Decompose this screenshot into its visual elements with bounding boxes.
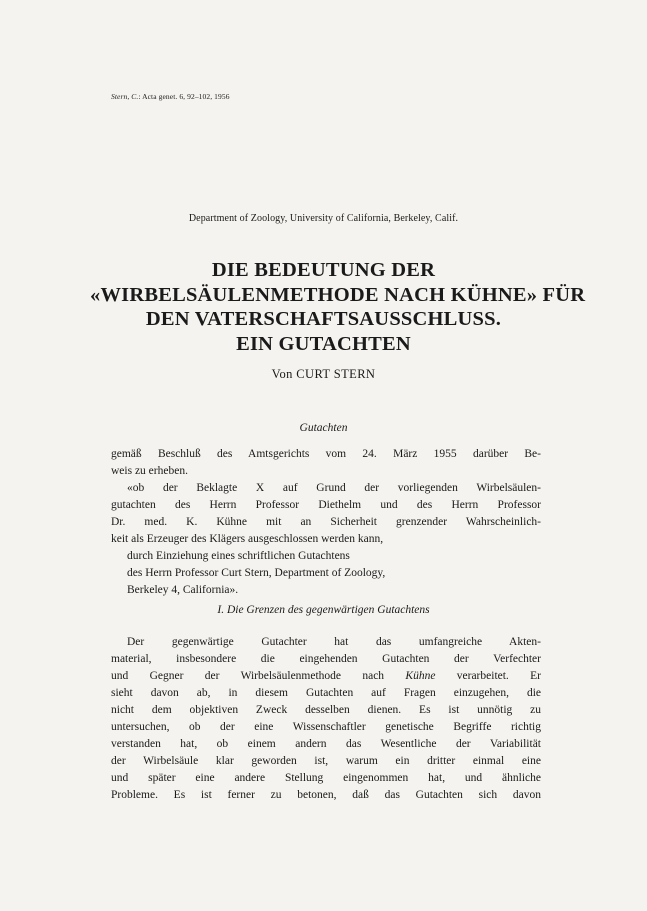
citation (111, 92, 230, 101)
paragraph (111, 634, 541, 804)
text-span: verarbeitet. Er (435, 670, 541, 682)
article-title (90, 258, 586, 356)
emphasis-name: Kühne (405, 670, 436, 682)
affiliation: Department of Zoology, University of California, Berkeley, Calif. (188, 213, 459, 224)
text-line: material, insbesondere die eingehenden Gutachten der Verfechter (111, 653, 541, 665)
section-heading: Gutachten (299, 422, 348, 434)
text-line: gemäß Beschluß des Amtsgerichts vom 24. März 1955 darüber Be- (111, 448, 541, 460)
intro-block (111, 446, 541, 599)
title-line: «WIRBELSÄULENMETHODE NACH KÜHNE» FÜR (90, 283, 586, 306)
text-line: Probleme. Es ist ferner zu betonen, daß das Gutachten sich davon (111, 789, 541, 801)
quote-line: durch Einziehung eines schriftlichen Gutachtens (127, 550, 350, 562)
citation-author: Stern, C. (111, 92, 139, 101)
title-line: EIN GUTACHTEN (236, 332, 411, 355)
text-line: untersuchen, ob der eine Wissenschaftler genetische Begriffe richtig (111, 721, 541, 733)
text-line: verstanden hat, ob einem andern das Wesentliche der Variabilität (111, 738, 541, 750)
quote-line: des Herrn Professor Curt Stern, Department of Zoology, (127, 567, 386, 579)
text-line: nicht dem objektiven Zweck desselben dienen. Es ist unnötig zu (111, 704, 541, 716)
quote-line: keit als Erzeuger des Klägers ausgeschlossen werden kann, (111, 533, 384, 545)
quote-line: Dr. med. K. Kühne mit an Sicherheit grenzender Wahrscheinlich- (111, 516, 541, 528)
citation-source: : Acta genet. 6, 92–102, 1956 (138, 92, 230, 101)
text-line: und später eine andere Stellung eingenommen hat, und ähnliche (111, 772, 541, 784)
text-line: der Wirbelsäule klar geworden ist, warum ein dritter einmal eine (111, 755, 541, 767)
quote-line: Berkeley 4, California». (127, 584, 239, 596)
text-line: Der gegenwärtige Gutachter hat das umfangreiche Akten- (127, 636, 541, 648)
text-line: weis zu erheben. (111, 465, 188, 477)
quote-line: gutachten des Herrn Professor Diethelm und des Herrn Professor (111, 499, 541, 511)
title-line: DEN VATERSCHAFTSAUSSCHLUSS. (145, 308, 502, 330)
byline: Von CURT STERN (271, 367, 376, 381)
subsection-heading: I. Die Grenzen des gegenwärtigen Gutachtens (217, 604, 430, 616)
title-line: DIE BEDEUTUNG DER (211, 259, 436, 281)
text-span: und Gegner der Wirbelsäulenmethode nach (111, 670, 406, 682)
text-line (111, 668, 541, 685)
quote-line: «ob der Beklagte X auf Grund der vorliegenden Wirbelsäulen- (127, 482, 541, 494)
text-line: sieht davon ab, in diesem Gutachten auf Fragen einzugehen, die (111, 687, 541, 699)
